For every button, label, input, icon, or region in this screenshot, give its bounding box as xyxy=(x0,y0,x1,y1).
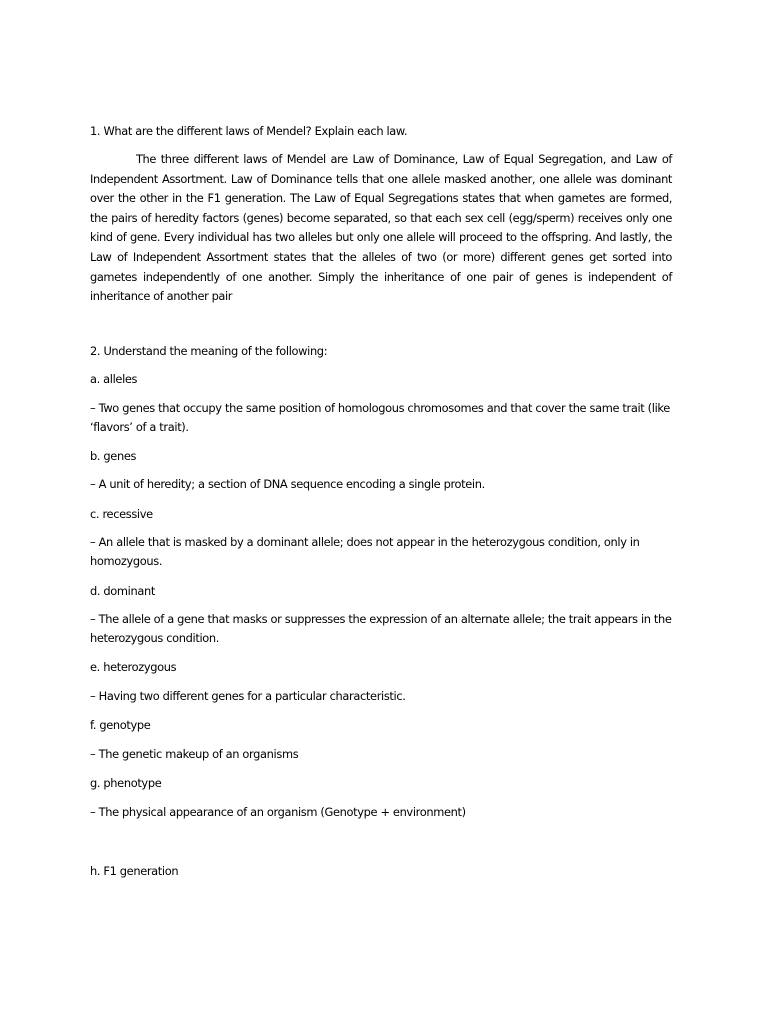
term-heterozygous-label: e. heterozygous xyxy=(90,660,177,674)
term-genes-definition: – A unit of heredity; a section of DNA sequence encoding a single protein. xyxy=(90,477,485,491)
term-alleles-definition: – Two genes that occupy the same position of homologous chromosomes and that cover the same trait (like ‘flavors’ of a trait). xyxy=(90,401,670,434)
term-genes-label: b. genes xyxy=(90,449,137,463)
term-alleles-label: a. alleles xyxy=(90,372,138,386)
question-1-answer-text: The three different laws of Mendel are Law of Dominance, Law of Equal Segregation, and Law of Independent Assortment. Law of Dominance tells that one allele masked another, one allele was dominant over the other in the F1 generation. The Law of Equal Segregations states that when gametes are formed, the pairs of heredity factors (genes) become separated, so that each sex cell (egg/sperm) receives only one kind of gene. Every individual has two alleles but only one allele will proceed to the offspring. And lastly, the Law of Independent Assortment states that the alleles of two (or more) different genes get sorted into gametes independently of one another. Simply the inheritance of one pair of genes is independent of inheritance of another pair xyxy=(90,152,672,304)
term-dominant-definition: – The allele of a gene that masks or suppresses the expression of an alternate allele; the trait appears in the heterozygous condition. xyxy=(90,612,672,645)
term-f1-generation-label: h. F1 generation xyxy=(90,864,179,878)
question-2-prompt: 2. Understand the meaning of the following: xyxy=(90,344,328,358)
term-recessive-definition: – An allele that is masked by a dominant allele; does not appear in the heterozygous condition, only in homozygous. xyxy=(90,535,640,568)
question-1-prompt: 1. What are the different laws of Mendel? Explain each law. xyxy=(90,124,408,138)
term-recessive-label: c. recessive xyxy=(90,507,153,521)
question-1-answer xyxy=(90,150,672,307)
term-genotype-label: f. genotype xyxy=(90,718,151,732)
term-phenotype-definition: – The physical appearance of an organism (Genotype + environment) xyxy=(90,805,466,819)
term-dominant-label: d. dominant xyxy=(90,584,155,598)
term-genotype-definition: – The genetic makeup of an organisms xyxy=(90,747,299,761)
term-phenotype-label: g. phenotype xyxy=(90,776,162,790)
term-heterozygous-definition: – Having two different genes for a particular characteristic. xyxy=(90,689,406,703)
